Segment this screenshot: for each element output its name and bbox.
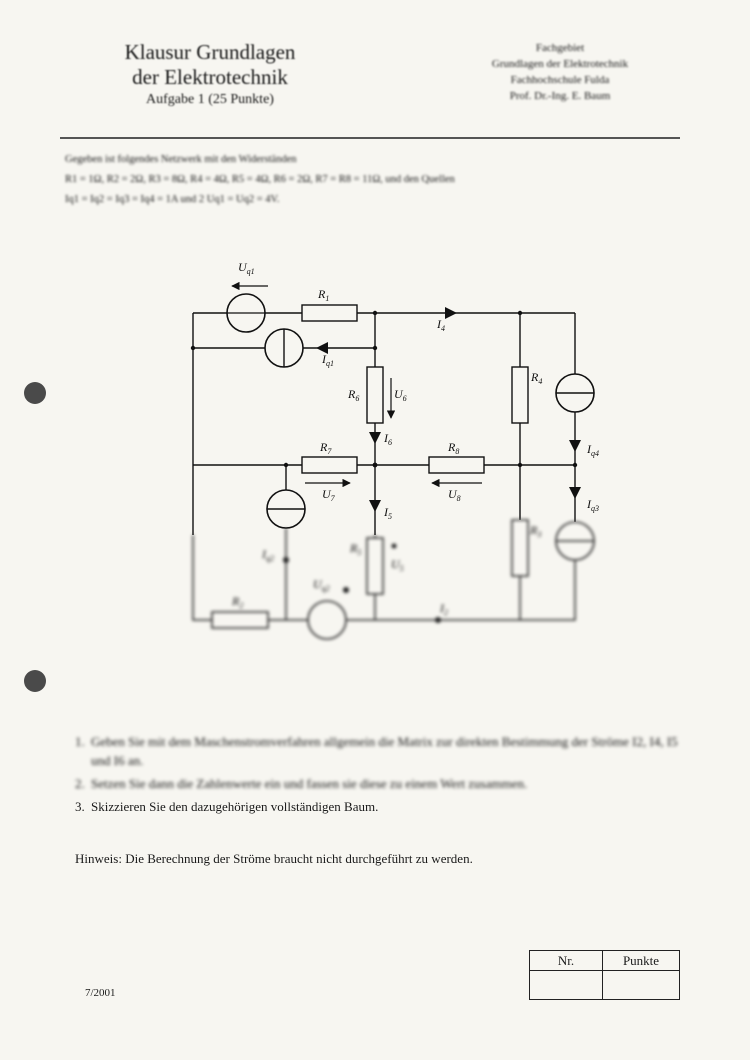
current-source-iq1 [265, 329, 328, 367]
circuit-diagram [0, 250, 750, 650]
arrow-icon [569, 487, 581, 499]
hint-text: Hinweis: Die Berechnung der Ströme braucht nicht durchgeführt zu werden. [75, 851, 473, 866]
svg-text:R6: $R_6$ [348, 387, 360, 403]
resistor-r4 [512, 367, 528, 423]
punch-hole [24, 670, 46, 692]
resistor-r1 [302, 305, 357, 321]
svg-text:R5: $R_5$ [350, 541, 362, 557]
exam-title [90, 40, 330, 110]
svg-text:R1: $R_1$ [318, 287, 330, 303]
task-text: Geben Sie mit dem Maschenstromverfahren allgemein die Matrix zur direkten Bestimmung der Ströme I2, I4, I5 und I6 an. [91, 734, 678, 768]
task-list [75, 732, 685, 820]
score-table [529, 950, 680, 1000]
svg-text:I4: $I_4$ [437, 317, 445, 333]
task-number: 3. [75, 799, 85, 814]
score-cell-points[interactable] [603, 971, 680, 1000]
svg-text:U5: $U_5$ [391, 557, 404, 573]
header-divider [60, 137, 680, 139]
intro-line: R1 = 1Ω, R2 = 2Ω, R3 = 8Ω, R4 = 4Ω, R5 = 4Ω, R6 = 2Ω, R7 = R8 = 11Ω, und den Quellen [65, 174, 455, 185]
svg-text:I6: $I_6$ [384, 431, 392, 447]
svg-text:U6: $U_6$ [394, 387, 407, 403]
current-source-iq2 [267, 490, 305, 528]
arrow-icon [369, 432, 381, 444]
department-block [440, 40, 680, 104]
arrow-icon [369, 500, 381, 512]
dept-line: Fachgebiet [535, 42, 585, 54]
svg-text:Iq4: $I_{q4}$ [587, 442, 599, 458]
svg-text:Iq1: $I_{q1}$ [322, 352, 334, 368]
exam-date: 7/2001 [85, 987, 116, 999]
arrow-icon [445, 307, 457, 319]
dept-line: Grundlagen der Elektrotechnik [491, 58, 629, 70]
voltage-source-uq1 [227, 286, 268, 332]
dept-line: Fachhochschule Fulda [510, 74, 610, 86]
dept-line: Prof. Dr.-Ing. E. Baum [509, 90, 611, 102]
score-header-points: Punkte [603, 951, 680, 971]
intro-line: Gegeben ist folgendes Netzwerk mit den Widerständen [65, 154, 297, 165]
title-line-1: Klausur Grundlagen [124, 40, 296, 64]
task-item [75, 732, 685, 770]
svg-text:Iq3: $I_{q3}$ [587, 497, 599, 513]
svg-text:R2: $R_2$ [232, 594, 244, 610]
svg-text:I5: $I_5$ [384, 505, 392, 521]
svg-text:U8: $U_8$ [448, 487, 461, 503]
circuit-wires [193, 313, 575, 535]
svg-text:R3: $R_3$ [530, 523, 542, 539]
title-line-2: der Elektrotechnik [132, 65, 288, 89]
score-header-nr: Nr. [530, 951, 603, 971]
task-item [75, 797, 685, 816]
task-number: 1. [75, 734, 85, 749]
svg-text:I2: $I_2$ [440, 601, 448, 617]
svg-text:R7: $R_7$ [320, 440, 332, 456]
task-points: Aufgabe 1 (25 Punkte) [146, 92, 274, 107]
intro-line: Iq1 = Iq2 = Iq3 = Iq4 = 1A und 2 Uq1 = Uq2 = 4V. [65, 194, 280, 205]
resistor-r7 [302, 457, 357, 473]
score-cell-nr[interactable] [530, 971, 603, 1000]
task-text: Setzen Sie dann die Zahlenwerte ein und fassen sie diese zu einem Wert zusammen. [91, 776, 528, 791]
svg-text:Uq2: $U_{q2}$ [313, 577, 330, 593]
blurred-lower-circuit [193, 520, 594, 639]
svg-text:U7: $U_7$ [322, 487, 335, 503]
problem-statement [65, 150, 665, 210]
svg-text:R4: $R_4$ [531, 370, 543, 386]
svg-text:Iq2: $I_{q2}$ [262, 547, 274, 563]
task-text: Skizzieren Sie den dazugehörigen vollständigen Baum. [91, 799, 379, 814]
svg-text:R8: $R_8$ [448, 440, 460, 456]
task-number: 2. [75, 776, 85, 791]
svg-text:Uq1: $U_{q1}$ [238, 260, 255, 276]
task-item [75, 774, 685, 793]
resistor-r8 [429, 457, 484, 473]
resistor-r6 [367, 367, 383, 423]
